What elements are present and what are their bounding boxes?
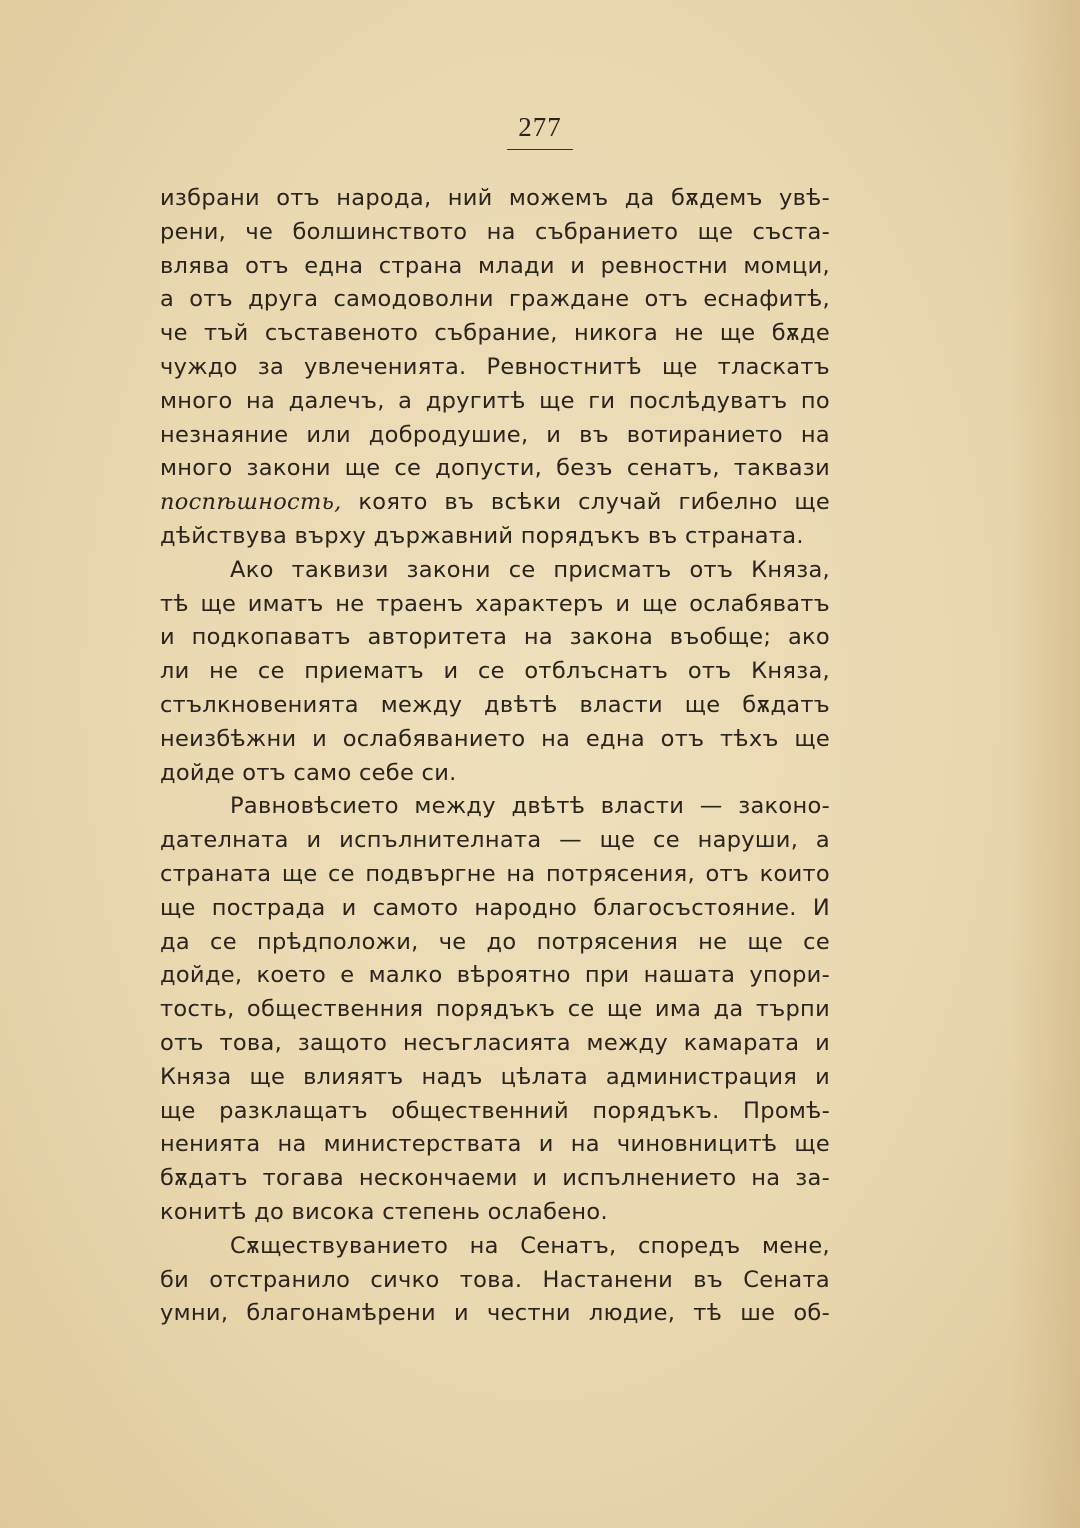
text-line: Княза ще влияятъ надъ цѣлата администрация и [160,1063,830,1090]
italic-word: поспѣшность, [160,489,342,516]
text-line: Сѫществуванието на Сенатъ, споредъ мене, [230,1232,830,1259]
text-line: отъ това, защото несъгласията между камарата и [160,1029,830,1056]
text-line: неизбѣжни и ослабяванието на една отъ тѣхъ ще [160,725,830,752]
text-line: чуждо за увлеченията. Ревностнитѣ ще тласкатъ [160,353,830,380]
text-line: влява отъ една страна млади и ревностни момци, [160,252,830,279]
body-text [160,182,830,1331]
text-line: Ако таквизи закони се присматъ отъ Княза, [230,556,830,583]
text-line: умни, благонамѣрени и честни людие, тѣ ше об- [160,1300,830,1327]
paragraph-1 [160,182,830,554]
text-line: много закони ще се допусти, безъ сенатъ, таквази [160,455,830,482]
text-line: стълкновенията между двѣтѣ власти ще бѫдатъ [160,691,830,718]
text-line: рени, че болшинството на събранието ще съста- [160,218,830,245]
paragraph-3 [160,790,830,1229]
text-line: че тъй съставеното събрание, никога не ще бѫде [160,320,830,347]
text-line: дойде, което е малко вѣроятно при нашата упори- [160,962,830,989]
text-line: би отстранило сичко това. Настанени въ Сената [160,1266,830,1293]
paragraph-2 [160,554,830,791]
text-line: ще пострада и самото народно благосъстояние. И [160,894,830,921]
text-line: тость, общественния порядъкъ се ще има да търпи [160,996,830,1023]
text-line: ще разклащатъ общественний порядъкъ. Промѣ- [160,1097,830,1124]
text-line: незнаяние или добродушие, и въ вотиранието на [160,421,830,448]
text-line: дойде отъ само себе си. [160,759,457,786]
text-line: и подкопаватъ авторитета на закона въобще; ако [160,624,830,651]
text-line: дѣйствува върху държавний порядъкъ въ страната. [160,522,804,549]
page-edge-shadow [1010,0,1080,1528]
text-line-rest: която въ всѣки случай гибелно ще [341,489,830,516]
paragraph-4 [160,1230,830,1331]
text-line: страната ще се подвъргне на потрясения, отъ които [160,860,830,887]
text-line [160,486,830,520]
text-line: ненията на министерствата и на чиновницитѣ ще [160,1131,830,1158]
page-number: 277 [507,112,573,150]
text-line: бѫдатъ тогава нескончаеми и испълнението на за- [160,1165,830,1192]
text-line: конитѣ до висока степень ослабено. [160,1198,608,1225]
text-line: а отъ друга самодоволни граждане отъ еснафитѣ, [160,286,830,313]
page-header [0,112,1080,150]
text-line: избрани отъ народа, ний можемъ да бѫдемъ увѣ- [160,185,830,211]
text-line: ли не се приематъ и се отблъснатъ отъ Княза, [160,658,830,685]
text-line: Равновѣсието между двѣтѣ власти — законо- [230,793,830,820]
text-line: много на далечъ, а другитѣ ще ги послѣдуватъ по [160,387,830,414]
text-line: дателната и испълнителната — ще се наруши, а [160,827,830,854]
text-line: да се прѣдположи, че до потрясения не ще се [160,928,830,955]
text-line: тѣ ще иматъ не траенъ характеръ и ще ослабяватъ [160,590,830,617]
